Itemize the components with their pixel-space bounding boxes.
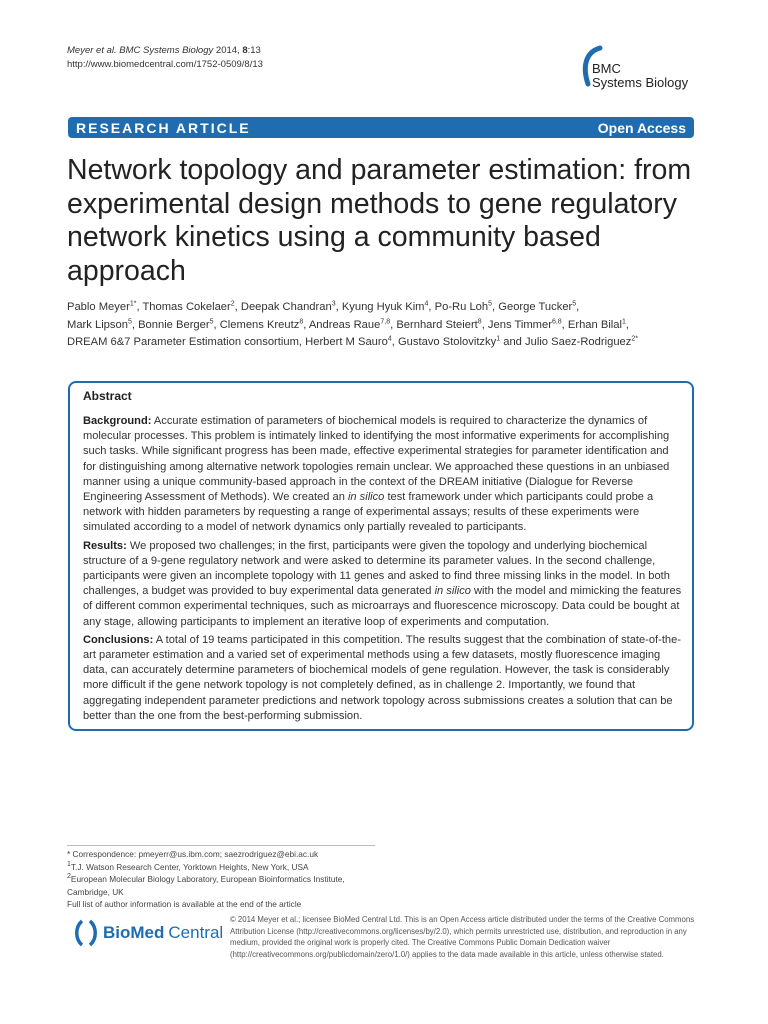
publisher-logo-light: Central <box>168 923 224 942</box>
author-affiliation: 2* <box>631 335 638 343</box>
author-list: Pablo Meyer$^{1*}$, Thomas Cokelaer$^2$, Deepak Chandran$^3$, Kyung Hyuk Kim$^4$, Po-Ru Loh$^5$, George Tucker$^5$, Mark Lipson$^5$, Bonnie Berger$^5$, Clemens Kreutz$^8$, Andreas Raue$^{7,8}$, Bernhard Steiert$^8$, Jens Timmer$^{6,8}$, Erhan Bilal$^1$, DREAM 6&7 Parameter Estimation consortium, Herbert M Sauro$^4$, Gustavo Stolovitzky$^1$ and Julio Saez-Rodriguez$^{2*}$ <box>67 300 638 348</box>
abstract-conclusions <box>83 633 684 724</box>
footnote-divider <box>67 845 375 846</box>
article-type-banner <box>68 117 694 138</box>
license-text: © 2014 Meyer et al.; licensee BioMed Central Ltd. This is an Open Access article distributed under the terms of the Creative Commons Attribution License (http://creativecommons.org/licenses/by/2.0), which permits unrestricted use, distribution, and reproduction in any medium, provided the original work is properly cited. The Creative Commons Public Domain Dedication waiver (http://creativecommons.org/publicdomain/zero/1.0/) applies to the data made available in this article, unless otherwise stated. <box>230 915 695 960</box>
author-name: Jens Timmer <box>487 318 552 331</box>
journal-logo-line1: BMC <box>592 61 621 76</box>
author-name: Bonnie Berger <box>138 318 210 331</box>
background-text-2: test framework under which participants could probe a network with hidden parameters by requesting a range of experimental assays; results of these experiments were simulated according to a model of network dynamics only partially revealed to participants. <box>83 491 654 534</box>
author-affiliation: 6,8 <box>551 317 562 325</box>
conclusions-label: Conclusions: <box>83 633 154 646</box>
abstract-results <box>83 539 684 630</box>
author-affiliation: 1 <box>622 317 626 325</box>
affiliation-1-text: T.J. Watson Research Center, Yorktown Heights, New York, USA <box>70 861 309 872</box>
author-name: Po-Ru Loh <box>434 301 489 313</box>
author-affiliation: 5 <box>127 317 132 325</box>
author-name: Erhan Bilal <box>567 318 622 331</box>
citation-header <box>67 44 263 72</box>
footnotes <box>67 848 367 911</box>
results-text-2: with the model and mimicking the features of different common experimental techniques, such as microarrays and fluorescence microscopy. Data could be bought at any stage, allowing participants to implement an iterative loop of experiments and computation. <box>83 585 682 628</box>
author-affiliation: 4 <box>387 335 392 343</box>
citation-article: :13 <box>247 45 261 56</box>
abstract-heading: Abstract <box>83 389 132 403</box>
author-affiliation: 2 <box>230 300 235 308</box>
author-affiliation: 7,8 <box>380 317 391 325</box>
publisher-logo-bold: BioMed <box>103 923 165 942</box>
author-name: Gustavo Stolovitzky <box>397 336 497 348</box>
citation-volume: 8 <box>242 45 248 56</box>
author-name: Clemens Kreutz <box>219 318 300 331</box>
author-affiliation: 5 <box>572 300 577 308</box>
author-name: Pablo Meyer <box>67 301 130 313</box>
affiliation-2-text: European Molecular Biology Laboratory, European Bioinformatics Institute, Cambridge, UK <box>67 874 345 897</box>
author-name: Thomas Cokelaer <box>142 301 231 313</box>
background-emphasis: in silico <box>347 491 385 504</box>
results-label: Results: <box>83 539 127 552</box>
journal-logo-line2: Systems Biology <box>592 75 689 90</box>
background-label: Background: <box>83 415 152 427</box>
author-name: Mark Lipson <box>67 318 128 331</box>
author-name: Bernhard Steiert <box>396 318 478 331</box>
author-name: Andreas Raue <box>308 318 381 331</box>
author-name: Julio Saez-Rodriguez <box>525 336 632 348</box>
conclusions-text: A total of 19 teams participated in this competition. The results suggest that the combination of state-of-the-art parameter estimation and a varied set of experimental methods using a few datasets, mostly fluorescence imaging data, can accurately determine parameters of biochemical models of gene regulation. However, the task is considerably more difficult if the gene network topology is not completely defined, as in challenge 2. Importantly, we found that aggregating independent parameter predictions and network topology across submissions creates a solution that can be better than the one from the best-performing submission. <box>83 633 681 722</box>
abstract-background <box>83 414 684 536</box>
article-type: RESEARCH ARTICLE <box>76 119 251 136</box>
author-affiliation: 3 <box>331 300 336 308</box>
author-name: Deepak Chandran <box>240 301 332 313</box>
author-affiliation: 8 <box>299 317 304 325</box>
author-name: George Tucker <box>498 301 573 313</box>
citation-journal: BMC Systems Biology <box>119 45 214 56</box>
results-emphasis: in silico <box>434 585 471 598</box>
author-affiliation: 8 <box>477 317 482 325</box>
author-name: Kyung Hyuk Kim <box>341 301 425 313</box>
affiliation-2 <box>67 873 367 898</box>
author-affiliation: 1 <box>496 335 501 343</box>
journal-logo <box>578 44 698 96</box>
author-affiliation: 4 <box>424 300 429 308</box>
authors-and: and <box>503 336 522 348</box>
author-affiliation: 5 <box>209 317 214 325</box>
article-url[interactable]: http://www.biomedcentral.com/1752-0509/8/13 <box>67 59 263 70</box>
author-name: DREAM 6&7 Parameter Estimation consortium <box>67 336 299 348</box>
publisher-logo <box>73 918 223 948</box>
correspondence: * Correspondence: pmeyerr@us.ibm.com; saezrodriguez@ebi.ac.uk <box>67 849 319 859</box>
more-info: Full list of author information is available at the end of the article <box>67 899 302 909</box>
background-text: Accurate estimation of parameters of biochemical models is required to characterize the dynamics of molecular processes. This problem is intimately linked to identifying the most informative experiments for accomplishing such tasks. While significant progress has been made, effective experimental strategies for parameter identification and for distinguishing among alternative network topologies remain unclear. We approached these questions in an unbiased manner using a unique community-based approach in the context of the DREAM initiative (Dialogue for Reverse Engineering Assessment of Methods). We created an <box>83 415 670 504</box>
author-name: Herbert M Sauro <box>305 336 388 348</box>
citation-year: 2014, <box>215 45 240 56</box>
abstract-box <box>68 381 694 731</box>
author-affiliation: 1* <box>129 300 137 308</box>
article-title: Network topology and parameter estimation: from experimental design methods to gene regulatory network kinetics using a community based approach <box>67 154 692 287</box>
author-affiliation: 5 <box>488 300 493 308</box>
open-access-label: Open Access <box>597 119 686 136</box>
affiliation-1-number: 1 <box>67 860 71 868</box>
biomed-central-logo-icon <box>73 918 99 948</box>
affiliation-2-number: 2 <box>67 873 71 881</box>
citation-authors: Meyer et al. <box>67 45 117 56</box>
results-text: We proposed two challenges; in the first, participants were given the topology and underlying biochemical structure of a 9-gene regulatory network and were asked to determine its parameter values. In the second challenge, participants were given an incomplete topology with 11 genes and asked to find three missing links in the model. In both challenges, a budget was provided to buy experimental data generated <box>83 539 670 598</box>
affiliation-1 <box>67 861 367 874</box>
